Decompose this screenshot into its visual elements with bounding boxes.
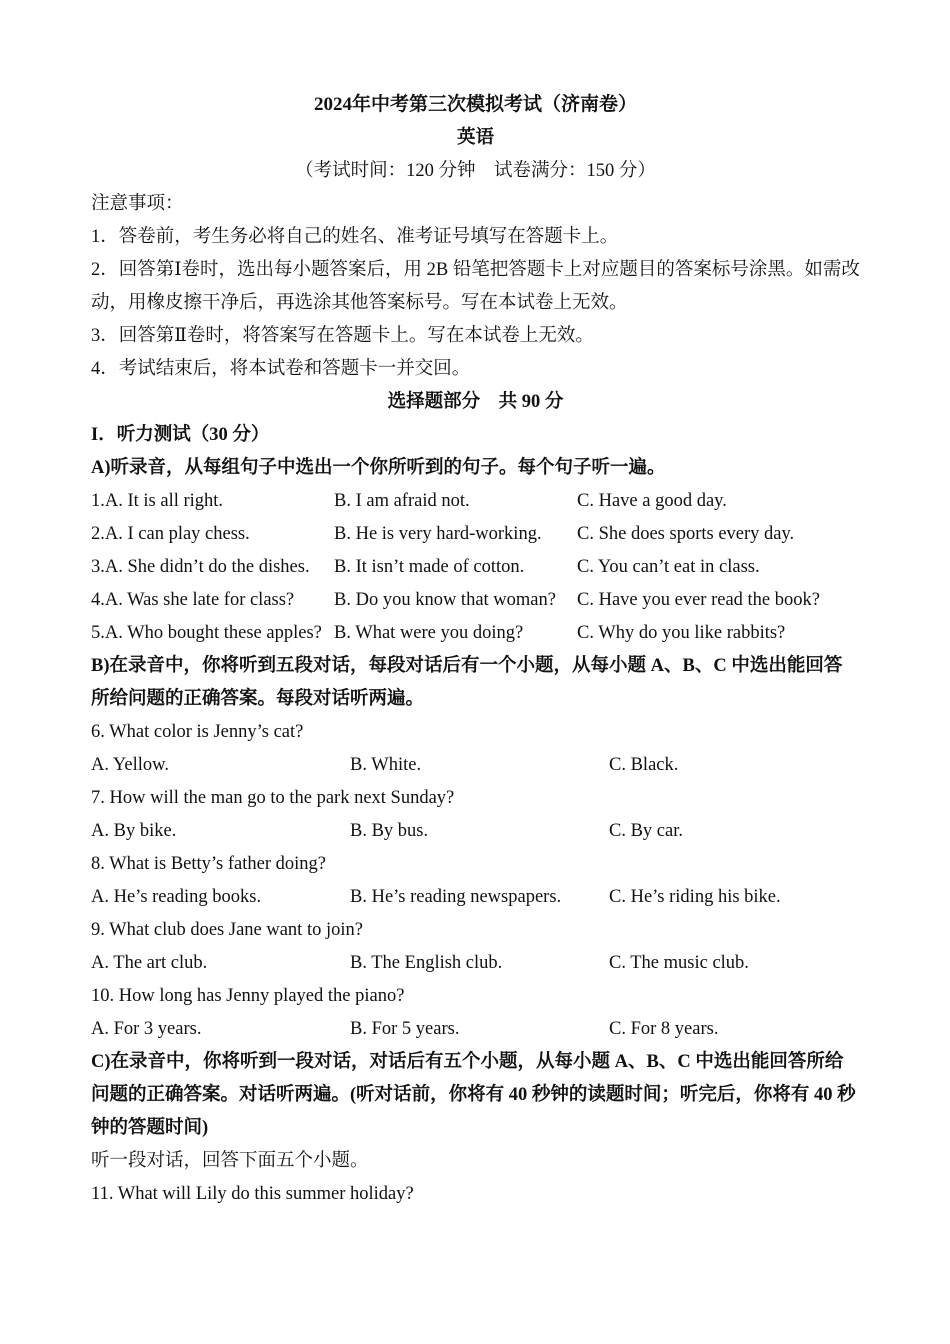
question-row (91, 485, 860, 518)
answer-row (91, 947, 860, 980)
time-info: （考试时间：120 分钟 试卷满分：150 分） (295, 161, 656, 181)
option-a: A. He’s reading books. (91, 887, 262, 907)
option-c: C. By car. (609, 821, 683, 841)
answer-row (91, 1013, 860, 1046)
option-a: A. By bike. (91, 821, 177, 841)
option-b: B. The English club. (350, 953, 503, 973)
question-row (91, 617, 860, 650)
option-a: 3.A. She didn’t do the dishes. (91, 557, 310, 577)
part-heading: 选择题部分 共 90 分 (387, 392, 564, 412)
option-b: B. By bus. (350, 821, 429, 841)
option-a: A. Yellow. (91, 755, 169, 775)
option-c: C. For 8 years. (609, 1019, 719, 1039)
note-item: 3．回答第Ⅱ卷时，将答案写在答题卡上。写在本试卷上无效。 (91, 326, 594, 346)
option-b: B. He is very hard-working. (334, 524, 542, 544)
option-a: A. For 3 years. (91, 1019, 202, 1039)
option-a: 2.A. I can play chess. (91, 524, 250, 544)
answer-row (91, 815, 860, 848)
option-c: C. She does sports every day. (577, 524, 795, 544)
subject-title: 英语 (456, 128, 494, 148)
option-c: C. He’s riding his bike. (609, 887, 781, 907)
option-b: B. Do you know that woman? (334, 590, 556, 610)
question-stem: 11. What will Lily do this summer holiday? (91, 1184, 414, 1204)
option-c: C. Black. (609, 755, 679, 775)
question-stem: 8. What is Betty’s father doing? (91, 854, 326, 874)
answer-row (91, 749, 860, 782)
option-b: B. For 5 years. (350, 1019, 460, 1039)
note-item: 1．答卷前，考生务必将自己的姓名、准考证号填写在答题卡上。 (91, 227, 619, 247)
part-c-instruction: C)在录音中，你将听到一段对话，对话后有五个小题，从每小题 A、B、C 中选出能回答所给问题的正确答案。对话听两遍。(听对话前，你将有 40 秒钟的读题时间；听完后，你将有 40 秒钟的答题时间) (91, 1052, 856, 1138)
question-stem: 7. How will the man go to the park next Sunday? (91, 788, 455, 808)
question-stem: 9. What club does Jane want to join? (91, 920, 363, 940)
section-heading: I．听力测试（30 分） (91, 425, 270, 445)
option-c: C. Why do you like rabbits? (577, 623, 786, 643)
option-c: C. The music club. (609, 953, 749, 973)
option-c: C. You can’t eat in class. (577, 557, 760, 577)
note-item: 2．回答第Ⅰ卷时，选出每小题答案后，用 2B 铅笔把答题卡上对应题目的答案标号涂黑。如需改动，用橡皮擦干净后，再选涂其他答案标号。写在本试卷上无效。 (91, 260, 860, 313)
part-c-intro: 听一段对话，回答下面五个小题。 (91, 1151, 369, 1171)
option-b: B. I am afraid not. (334, 491, 470, 511)
note-item: 4．考试结束后，将本试卷和答题卡一并交回。 (91, 359, 471, 379)
option-b: B. White. (350, 755, 422, 775)
option-a: 1.A. It is all right. (91, 491, 224, 511)
option-a: 4.A. Was she late for class? (91, 590, 295, 610)
exam-title: 2024年中考第三次模拟考试（济南卷） (313, 94, 637, 115)
option-c: C. Have a good day. (577, 491, 727, 511)
part-b-instruction: B)在录音中，你将听到五段对话，每段对话后有一个小题，从每小题 A、B、C 中选出能回答所给问题的正确答案。每段对话听两遍。 (91, 656, 843, 709)
question-row (91, 551, 860, 584)
question-stem: 6. What color is Jenny’s cat? (91, 722, 304, 742)
option-c: C. Have you ever read the book? (577, 590, 820, 610)
option-b: B. It isn’t made of cotton. (334, 557, 525, 577)
question-stem: 10. How long has Jenny played the piano? (91, 986, 405, 1006)
answer-row (91, 881, 860, 914)
question-row (91, 518, 860, 551)
option-b: B. What were you doing? (334, 623, 524, 643)
option-a: 5.A. Who bought these apples? (91, 623, 322, 643)
option-b: B. He’s reading newspapers. (350, 887, 562, 907)
notes-heading: 注意事项： (91, 194, 184, 214)
option-a: A. The art club. (91, 953, 208, 973)
part-a-instruction: A)听录音，从每组句子中选出一个你所听到的句子。每个句子听一遍。 (91, 458, 666, 478)
question-row (91, 584, 860, 617)
